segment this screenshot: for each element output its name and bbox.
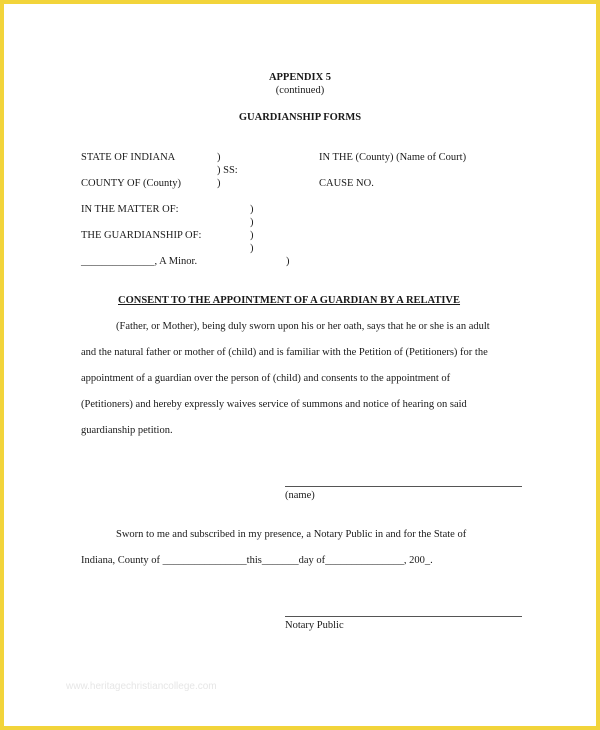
matter-paren-1: ) [250,204,254,215]
county-paren: ) [217,178,221,189]
ss-label: ) SS: [217,165,238,176]
notary-line-2: Indiana, County of ________________this_______day of_______________, 200_. [81,555,433,566]
guardianship-label: THE GUARDIANSHIP OF: [81,230,202,241]
appendix-title: APPENDIX 5 [268,72,332,83]
matter-paren-2: ) [250,217,254,228]
consent-line-3: appointment of a guardian over the person of (child) and consents to the appointment of [81,373,451,384]
consent-line-1: (Father, or Mother), being duly sworn upon his or her oath, says that he or she is an adult [116,321,490,332]
consent-title: CONSENT TO THE APPOINTMENT OF A GUARDIAN BY A RELATIVE [118,295,461,306]
name-signature-line [285,486,522,487]
guardianship-paren-1: ) [250,230,254,241]
minor-label: ______________, A Minor. [81,256,198,267]
guardianship-paren-2: ) [250,243,254,254]
watermark-text: www.heritagechristiancollege.com [66,681,217,692]
consent-line-5: guardianship petition. [81,425,173,436]
matter-label: IN THE MATTER OF: [81,204,179,215]
appendix-continued: (continued) [275,85,325,96]
notary-signature-line [285,616,522,617]
notary-line-1: Sworn to me and subscribed in my presence, a Notary Public in and for the State of [116,529,467,540]
state-label: STATE OF INDIANA [81,152,176,163]
notary-signature-label: Notary Public [285,620,344,631]
county-label: COUNTY OF (County) [81,178,181,189]
state-paren: ) [217,152,221,163]
consent-line-4: (Petitioners) and hereby expressly waives service of summons and notice of hearing on said [81,399,467,410]
name-signature-label: (name) [285,490,315,501]
cause-label: CAUSE NO. [319,178,374,189]
minor-paren: ) [286,256,290,267]
forms-title: GUARDIANSHIP FORMS [238,112,362,123]
document-page [4,4,596,726]
court-label: IN THE (County) (Name of Court) [319,152,467,163]
consent-line-2: and the natural father or mother of (child) and is familiar with the Petition of (Petitioners) for the [81,347,488,358]
